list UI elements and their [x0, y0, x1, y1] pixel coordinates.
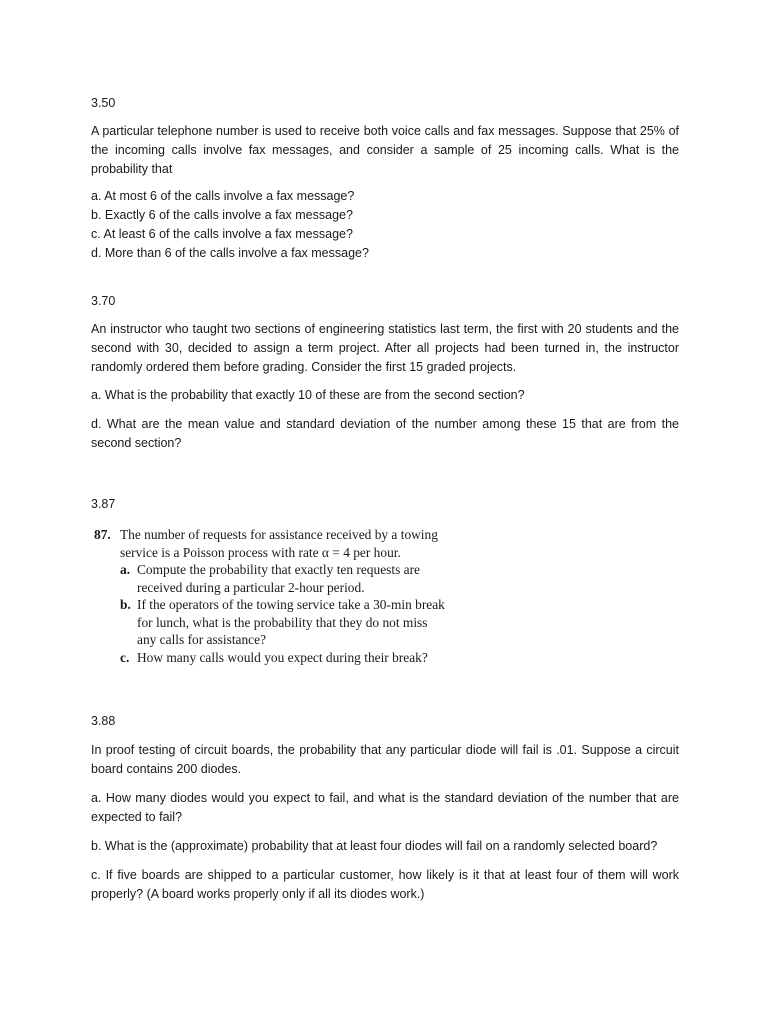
- textbook-excerpt: [94, 526, 466, 666]
- problem-number: 3.50: [91, 96, 116, 110]
- problem-intro: A particular telephone number is used to receive both voice calls and fax messages. Suppose that 25% of the incoming calls involve fax messages, and consider a sample of 25 incoming calls. What is the probability that: [91, 124, 679, 176]
- problem-intro: An instructor who taught two sections of engineering statistics last term, the first with 20 students and the second with 30, decided to assign a term project. After all projects had been turned in, the instructor randomly ordered them before grading. Consider the first 15 graded projects.: [91, 322, 679, 374]
- excerpt-part-label: b.: [120, 597, 131, 612]
- excerpt-line: any calls for assistance?: [137, 632, 267, 647]
- excerpt-line: How many calls would you expect during their break?: [137, 649, 428, 665]
- problem-part: a. How many diodes would you expect to fail, and what is the standard deviation of the number that are expected to fail?: [91, 791, 679, 824]
- excerpt-line: If the operators of the towing service take a 30-min break: [137, 597, 445, 612]
- problem-intro: In proof testing of circuit boards, the probability that any particular diode will fail is .01. Suppose a circuit board contains 200 diodes.: [91, 743, 679, 776]
- excerpt-line: service is a Poisson process with rate α = 4 per hour.: [120, 544, 401, 560]
- problem-number: 3.88: [91, 714, 116, 728]
- problem-part: a. At most 6 of the calls involve a fax message?: [91, 189, 355, 203]
- problem-number: 3.70: [91, 294, 116, 308]
- excerpt-line: for lunch, what is the probability that they do not miss: [137, 614, 428, 630]
- excerpt-line: The number of requests for assistance received by a towing: [120, 527, 438, 542]
- problem-part: b. What is the (approximate) probability that at least four diodes will fail on a randomly selected board?: [91, 839, 658, 853]
- excerpt-part-label: c.: [120, 649, 130, 665]
- excerpt-number: 87.: [94, 527, 111, 542]
- excerpt-line: received during a particular 2-hour period.: [137, 579, 365, 595]
- problem-part: d. What are the mean value and standard deviation of the number among these 15 that are from the second section?: [91, 417, 679, 450]
- problem-part: b. Exactly 6 of the calls involve a fax message?: [91, 208, 353, 222]
- excerpt-line: Compute the probability that exactly ten requests are: [137, 562, 420, 577]
- problem-number: 3.87: [91, 497, 116, 511]
- problem-part: d. More than 6 of the calls involve a fax message?: [91, 246, 369, 260]
- problem-part: c. If five boards are shipped to a particular customer, how likely is it that at least four of them will work properly? (A board works properly only if all its diodes work.): [91, 868, 679, 901]
- problem-part: a. What is the probability that exactly 10 of these are from the second section?: [91, 388, 525, 402]
- excerpt-part-label: a.: [120, 562, 131, 577]
- problem-part: c. At least 6 of the calls involve a fax message?: [91, 227, 353, 241]
- problem-parts: [91, 187, 679, 263]
